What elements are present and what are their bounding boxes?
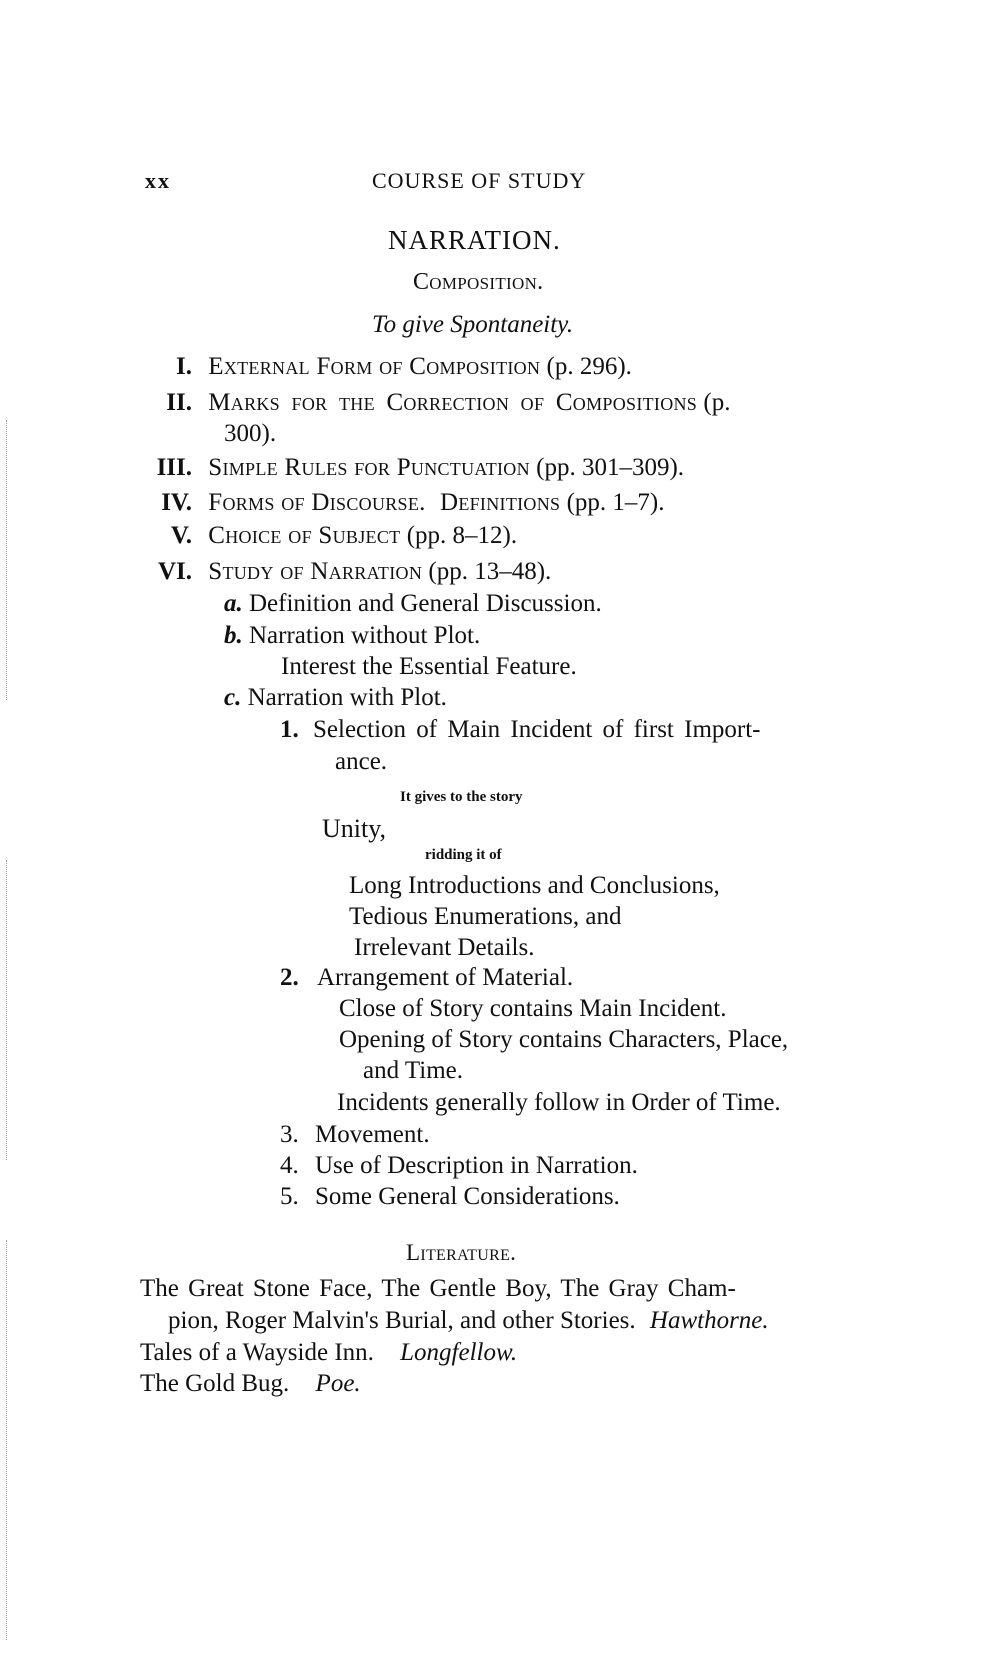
point-number: 5. <box>280 1183 299 1210</box>
point-number: 1. <box>280 716 299 743</box>
binding-edge-mark <box>6 860 7 1160</box>
sub-item-a <box>224 588 602 620</box>
item-ii-ref-cont: 300). <box>224 420 277 447</box>
literature-author: Longfellow. <box>400 1339 518 1366</box>
page-number: xx <box>145 168 171 193</box>
sub-item-text: Definition and General Discussion. <box>249 590 602 617</box>
item-page-ref: (p. <box>703 389 731 416</box>
composition-subheading: To give Spontaneity. <box>372 311 574 338</box>
item-numeral: I. <box>176 353 192 380</box>
item-title-definitions: Definitions <box>439 489 561 516</box>
item-page-ref: (pp. 13–48). <box>428 558 552 585</box>
point-1-text-cont: ance. <box>335 748 388 775</box>
item-i <box>140 351 632 383</box>
point-text: Arrangement of Material. <box>317 964 574 991</box>
literature-entry <box>140 1368 361 1400</box>
point-3 <box>280 1119 430 1151</box>
item-title: Study of Narration <box>208 558 423 585</box>
item-page-ref: (p. 296). <box>546 353 632 380</box>
literature-entry <box>140 1337 517 1369</box>
point-text: Selection of Main Incident of first Import- <box>313 716 761 743</box>
point-1-list-item: Irrelevant Details. <box>354 934 535 961</box>
literature-entry-title: Tales of a Wayside Inn. <box>140 1339 374 1366</box>
literature-author: Hawthorne. <box>649 1307 769 1334</box>
item-ii <box>140 387 730 419</box>
running-title: COURSE OF STUDY <box>372 168 587 193</box>
literature-entry-title-cont: pion, Roger Malvin's Burial, and other Stories. <box>168 1307 636 1334</box>
literature-entry-title: The Gold Bug. <box>140 1370 290 1397</box>
point-1-list-item: Long Introductions and Conclusions, <box>349 872 720 899</box>
point-2-line-cont: and Time. <box>363 1057 464 1084</box>
item-page-ref: (pp. 1–7). <box>566 489 665 516</box>
literature-heading: Literature. <box>406 1240 517 1265</box>
sub-item-text: Narration without Plot. <box>249 622 481 649</box>
item-numeral: II. <box>166 389 192 416</box>
sub-item-label: c. <box>224 684 242 711</box>
item-page-ref: (pp. 301–309). <box>536 454 685 481</box>
item-title: Simple Rules for Punctuation <box>208 454 530 481</box>
item-numeral: III. <box>156 454 192 481</box>
point-1-list-item: Tedious Enumerations, and <box>349 903 622 930</box>
item-numeral: VI. <box>157 558 192 585</box>
literature-author: Poe. <box>315 1370 361 1397</box>
sub-item-b-note: Interest the Essential Feature. <box>281 653 577 680</box>
literature-entry: The Great Stone Face, The Gentle Boy, The Gray Cham- <box>140 1275 736 1302</box>
point-2-line: Opening of Story contains Characters, Place, <box>339 1026 789 1053</box>
point-2 <box>280 962 573 994</box>
item-page-ref: (pp. 8–12). <box>406 522 518 549</box>
binding-edge-mark <box>6 1240 7 1640</box>
sub-item-b <box>224 620 480 652</box>
sub-item-c <box>224 682 447 714</box>
sub-item-label: b. <box>224 622 243 649</box>
point-number: 4. <box>280 1152 299 1179</box>
point-4 <box>280 1150 638 1182</box>
item-iii <box>140 452 684 484</box>
item-title: Forms of Discourse. <box>208 489 426 516</box>
literature-entry-cont <box>168 1305 769 1337</box>
item-numeral: IV. <box>161 489 192 516</box>
binding-edge-mark <box>6 420 7 700</box>
item-iv <box>140 487 664 519</box>
point-2-line: Close of Story contains Main Incident. <box>339 995 727 1022</box>
point-1-gives-note: It gives to the story <box>400 789 523 805</box>
sub-item-text: Narration with Plot. <box>247 684 447 711</box>
item-vi <box>140 556 551 588</box>
item-title: Choice of Subject <box>208 522 401 549</box>
item-title: External Form of Composition <box>208 353 541 380</box>
sub-item-label: a. <box>224 590 243 617</box>
section-title: NARRATION. <box>388 225 561 255</box>
item-title: Marks for the Correction of Compositions <box>208 389 698 416</box>
item-numeral: V. <box>170 522 192 549</box>
point-text: Use of Description in Narration. <box>315 1152 638 1179</box>
point-1-ridding-note: ridding it of <box>425 847 502 863</box>
point-1-unity: Unity, <box>322 814 387 843</box>
point-5 <box>280 1181 620 1213</box>
point-text: Some General Considerations. <box>315 1183 620 1210</box>
point-number: 2. <box>280 964 299 991</box>
point-1 <box>280 714 761 746</box>
point-text: Movement. <box>315 1121 430 1148</box>
point-2-line: Incidents generally follow in Order of Time. <box>337 1089 781 1116</box>
composition-heading: Composition. <box>413 269 544 295</box>
item-v <box>140 520 517 552</box>
point-number: 3. <box>280 1121 299 1148</box>
